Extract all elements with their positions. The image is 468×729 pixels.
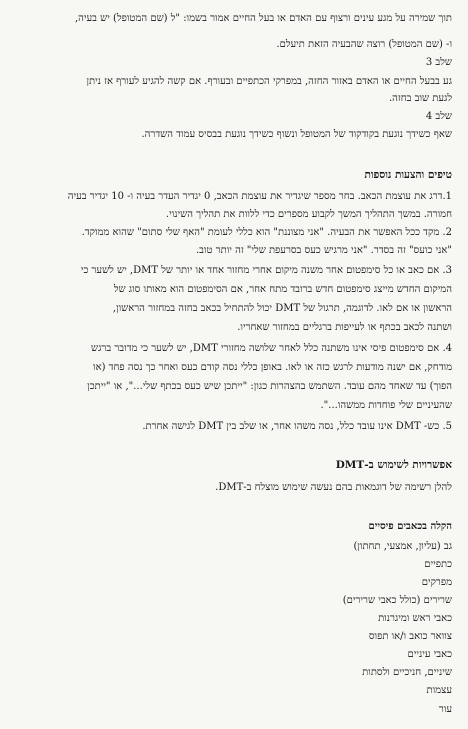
physical-item: שרירים (כולל כאבי שרירים) xyxy=(342,595,452,606)
physical-item: גב (עליון, אמצעי, תחתון) xyxy=(353,541,452,552)
physical-item: שיניים, חניכיים ולסתות xyxy=(362,667,452,678)
physical-item: כתפיים xyxy=(424,559,452,570)
physical-heading: הקלה בכאבים פיסיים xyxy=(368,521,452,532)
physical-item: צוואר כואב ו/או תפוס xyxy=(368,631,452,642)
uses-heading: אפשרויות לשימוש ב-DMT xyxy=(335,459,452,471)
tips-heading: טיפים והצעות נוספות xyxy=(364,169,452,181)
tip-3-line-4: ושתנה לכאב בכתף או לעייפות ברגליים במחזור שאחריו. xyxy=(237,322,452,333)
tip-4-line-3: הפוך) עד שאחד מהם עובד. השתמש בהצהרות כגון: "ייתכן שיש כעס בכתף שלי...", או "ייתכן xyxy=(87,381,452,392)
tip-4-line-4: שהעיניים שלי פוחדות ממשהו...". xyxy=(320,400,452,411)
physical-item: עצמות xyxy=(426,685,452,696)
tip-1-line-1: 1.דרג את עוצמת הכאב. בחר מספר שיגדיר את עוצמת הכאב, 0 יגדיר העדר בעיה ו- 10 יגדיר בעיה xyxy=(67,191,452,202)
tip-5-line-1: 5. כש- DMT אינו עובד כלל, נסה משהו אחר, או שלב בין DMT לגישה אחרת. xyxy=(142,421,452,432)
tip-3-line-3: הראשון או אם לאו. לדוגמה, תרגול של DMT יכול להתחיל בכאב בחזה במחזור הראשון, xyxy=(112,303,452,314)
step-3-heading: שלב 3 xyxy=(425,57,452,68)
uses-intro: להלן רשימה של דוגמאות בהם נעשה שימוש מוצלח ב-DMT. xyxy=(215,482,452,493)
physical-item: עור xyxy=(438,704,452,715)
step-4-text: שאף כשידך נוגעת בקודקוד של המטופל ונשוף כשידך נוגעת בבסיס עמוד השדרה. xyxy=(141,129,452,140)
intro-line-1: תוך שמירה על מגע עינים ורצוף עם האדם או בעל החיים אמור בשמו: "ל (שם המטופל) יש בעיה, xyxy=(74,13,452,24)
physical-item: מפרקים xyxy=(421,577,452,588)
tip-3-line-1: 3. אם כאב או כל סימפטום אחר משנה מיקום אחרי מחזור אחד או יותר של DMT, יש לשער כי xyxy=(80,265,452,276)
tip-2-line-2: "אני כועס" זה בסדר. "אני מרגיש כעס בסרעפת שלי" זה יותר טוב. xyxy=(195,245,452,256)
tip-4-line-1: 4. אם סימפטום פיסי אינו משתנה כלל לאחר שלושה מחזורי DMT, יש לשער כי מדובר ברגש xyxy=(91,343,452,354)
tip-1-line-2: חמורה. במשך התהליך המשך לקבוע מספרים כדי ללוות את תהליך השינוי. xyxy=(165,209,452,220)
step-3-text-1: גע בבעל החיים או האדם באזור החזה, במפרקי הכתפיים ובעורף. אם קשה להגיע לעורף אז ניתן xyxy=(86,76,452,87)
tip-4-line-2: מודחק, אם ישנה מודעות לרגש כזה או לאו. באופן כללי נסה קודם כעס ואחר כך נסה פחד (או xyxy=(93,362,452,373)
intro-line-2: ו- (שם המטופל) רוצה שהבעיה הזאת תיעלם. xyxy=(276,39,452,50)
physical-item: כאבי ראש ומיגרנות xyxy=(378,613,452,624)
step-3-text-2: לגעת שוב בחזה. xyxy=(388,93,452,104)
step-4-heading: שלב 4 xyxy=(425,111,452,122)
tip-3-line-2: המיקום החדש מייצג סימפטום חדש ברובד מתח אחר, אם הסימפטום הוא מאותו סוג של xyxy=(113,284,452,295)
physical-item: כאבי עיניים xyxy=(407,649,452,660)
tip-2-line-1: 2. מקד ככל האפשר את הבעיה. "אני מצוננת" הוא כללי לעומת "האף שלי סתום" שהוא ממוקד. xyxy=(81,227,452,238)
